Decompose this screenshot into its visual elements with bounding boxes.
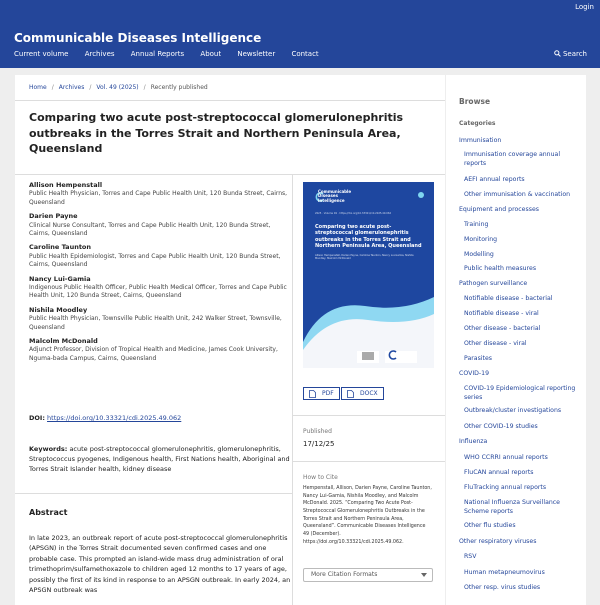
author-affiliation: Public Health Epidemiologist, Torres and Cape Public Health Unit, 120 Bunda Street, Cairns, Queensland: [29, 252, 281, 269]
more-citation-formats-dropdown[interactable]: [303, 568, 433, 582]
sidebar-subcategory-link[interactable]: Immunisation coverage annual reports: [464, 151, 561, 167]
sidebar-category-link[interactable]: Other respiratory viruses: [459, 538, 537, 545]
sidebar-subcategory-link[interactable]: Other disease - viral: [464, 340, 527, 347]
cover-dot-icon: [417, 191, 425, 199]
pdf-download-button[interactable]: [303, 387, 340, 400]
nav-newsletter[interactable]: Newsletter: [237, 50, 276, 58]
sidebar-category-link[interactable]: Immunisation: [459, 137, 502, 144]
divider: [15, 100, 445, 101]
abstract-text: In late 2023, an outbreak report of acute post-streptococcal glomerulonephritis (APSGN) in the Torres Strait documented seven confirmed cases and one probable case. This prompted an island-wide mass drug administration of oral trimethoprim/sulfamethoxazole to children aged 12 months to 17 years of age, possibly the first of its kind in response to an APSGN outbreak. In early 2024, an APSGN outbreak was: [29, 534, 291, 594]
article-content: [15, 75, 445, 605]
site-header: [0, 0, 600, 68]
docx-file-icon: [347, 390, 354, 398]
cover-authors: Allison Hempenstall, Darien Payne, Caroline Taunton, Nancy Lui-Gamia, Nishila Moodley, Malcolm McDonald: [315, 254, 414, 261]
pdf-file-icon: [309, 390, 316, 398]
author-entry: [29, 212, 289, 238]
author-affiliation: Public Health Physician, Townsville Public Health Unit, 242 Walker Street, Townsville, Queensland: [29, 315, 282, 331]
sidebar-subcategory-link[interactable]: AEFI annual reports: [464, 176, 525, 183]
author-name: Caroline Taunton: [29, 243, 92, 252]
sidebar-subcategory-link[interactable]: National Influenza Surveillance Scheme reports: [464, 499, 560, 515]
site-title[interactable]: Communicable Diseases Intelligence: [14, 31, 262, 45]
divider: [15, 493, 292, 494]
sidebar: [446, 75, 586, 605]
citation-text: Hempenstall, Allison, Darien Payne, Caroline Taunton, Nancy Lui-Gamia, Nishila Moodley, and Malcolm McDonald. 2025. “Comparing Two Acute Post-Streptococcal Glomerulonephritis Outbreaks in the Torres Strait and Northern Peninsula Area, Queensland”. Communicable Diseases Intelligence 49 (December). https://doi.org/10.33321/cdi.2025.49.062.: [303, 486, 432, 545]
doi-label: DOI:: [29, 414, 45, 422]
column-divider: [292, 174, 293, 605]
sidebar-subcategory-link[interactable]: FluTracking annual reports: [464, 484, 547, 491]
sidebar-subcategory-link[interactable]: WHO CCRRI annual reports: [464, 454, 548, 461]
doi-link[interactable]: https://doi.org/10.33321/cdi.2025.49.062: [47, 414, 182, 422]
sidebar-subcategory-link[interactable]: Notifiable disease - viral: [464, 310, 539, 317]
search-icon: [554, 50, 561, 57]
breadcrumb-current: Recently published: [150, 84, 208, 91]
cover-brand: Communicable Diseases Intelligence: [318, 189, 352, 203]
login-link[interactable]: Login: [575, 3, 594, 11]
author-entry: [29, 275, 289, 301]
breadcrumb-home[interactable]: Home: [29, 84, 47, 91]
author-entry: [29, 337, 289, 363]
breadcrumb: Home / Archives / Vol. 49 (2025) / Recently published: [29, 84, 208, 91]
nav-contact[interactable]: Contact: [291, 50, 319, 58]
author-name: Nancy Lui-Gamia: [29, 274, 91, 283]
divider: [293, 415, 445, 416]
nav-current-volume[interactable]: Current volume: [14, 50, 69, 58]
article-title: Comparing two acute post-streptococcal glomerulonephritis outbreaks in the Torres Strait and Northern Peninsula Area, Queensland: [29, 111, 404, 156]
breadcrumb-issue[interactable]: Vol. 49 (2025): [96, 84, 139, 91]
cdi-logo-icon: [388, 350, 398, 360]
sidebar-subcategory-link[interactable]: FluCAN annual reports: [464, 469, 534, 476]
sidebar-subcategory-link[interactable]: Human metapneumovirus: [464, 569, 545, 576]
browse-heading: Browse: [459, 97, 491, 106]
cover-meta: 2025 · Volume 49 · https://doi.org/10.33321/cdi.2025.49.062: [315, 212, 392, 215]
chevron-down-icon: [421, 573, 427, 577]
cover-title: Comparing two acute post-streptococcal glomerulonephritis outbreaks in the Torres Strait and Northern Peninsula Area, Queensland: [315, 224, 422, 249]
sidebar-subcategory-link[interactable]: COVID-19 Epidemiological reporting series: [464, 385, 576, 401]
published-label: Published: [303, 428, 332, 435]
pdf-label: PDF: [322, 390, 334, 397]
sidebar-category-link[interactable]: Equipment and processes: [459, 206, 539, 213]
search-label: Search: [562, 50, 587, 58]
abstract-heading: Abstract: [29, 508, 68, 517]
author-affiliation: Clinical Nurse Consultant, Torres and Cape Public Health Unit, 120 Bunda Street, Cairns, Queensland: [29, 221, 271, 238]
author-list: [29, 181, 289, 368]
breadcrumb-archives[interactable]: Archives: [58, 84, 85, 91]
main-nav: [14, 50, 333, 58]
issue-cover-image[interactable]: [303, 182, 434, 368]
sidebar-subcategory-link[interactable]: Modelling: [464, 251, 494, 258]
search-link[interactable]: [554, 50, 587, 58]
sidebar-subcategory-link[interactable]: Other resp. virus studies: [464, 584, 541, 591]
author-name: Nishila Moodley: [29, 305, 88, 314]
author-name: Malcolm McDonald: [29, 337, 98, 346]
nav-annual-reports[interactable]: Annual Reports: [130, 50, 185, 58]
more-citation-formats-label: More Citation Formats: [311, 571, 378, 578]
doi-line: [29, 414, 181, 422]
author-affiliation: Public Health Physician, Torres and Cape Public Health Unit, 120 Bunda Street, Cairns, Queensland: [29, 190, 288, 206]
nav-archives[interactable]: Archives: [84, 50, 115, 58]
author-entry: [29, 181, 289, 207]
sidebar-subcategory-link[interactable]: Public health measures: [464, 265, 537, 272]
categories-heading: Categories: [459, 120, 496, 127]
keywords: [29, 444, 291, 474]
sidebar-subcategory-link[interactable]: Outbreak/cluster investigations: [464, 407, 562, 414]
author-name: Allison Hempenstall: [29, 181, 103, 189]
author-affiliation: Adjunct Professor, Division of Tropical Health and Medicine, James Cook University, Nguma-bada Campus, Cairns, Queensland: [29, 346, 278, 362]
keywords-text: acute post-streptococcal glomerulonephritis, glomerulonephritis, Streptococcus pyogenes, Indigenous health, First Nations health, Aboriginal and Torres Strait Islander health, kidney disease: [29, 445, 290, 474]
author-affiliation: Indigenous Public Health Officer, Public Health Medical Officer, Torres and Cape Public Health Unit, 120 Bunda Street, Cairns, Queensland: [29, 284, 287, 300]
nav-about[interactable]: About: [200, 50, 222, 58]
sidebar-category-link[interactable]: COVID-19: [459, 370, 490, 377]
sidebar-subcategory-link[interactable]: Training: [464, 221, 489, 228]
sidebar-category-link[interactable]: Influenza: [459, 438, 488, 445]
author-entry: [29, 306, 289, 332]
author-entry: [29, 243, 289, 269]
sidebar-subcategory-link[interactable]: Parasites: [464, 355, 492, 362]
author-name: Darien Payne: [29, 212, 78, 221]
sidebar-subcategory-link[interactable]: Other disease - bacterial: [464, 325, 541, 332]
sidebar-subcategory-link[interactable]: Other immunisation & vaccination: [464, 191, 571, 198]
sidebar-category-link[interactable]: Pathogen surveillance: [459, 280, 528, 287]
sidebar-subcategory-link[interactable]: Monitoring: [464, 236, 498, 243]
docx-label: DOCX: [360, 390, 378, 397]
sidebar-subcategory-link[interactable]: RSV: [464, 553, 477, 560]
sidebar-subcategory-link[interactable]: Notifiable disease - bacterial: [464, 295, 553, 302]
published-date: 17/12/25: [303, 440, 335, 448]
how-to-cite-label: How to Cite: [303, 474, 338, 481]
government-crest-icon: [361, 350, 375, 362]
keywords-label: Keywords:: [29, 445, 68, 453]
sidebar-subcategory-link[interactable]: Other COVID-19 studies: [464, 423, 538, 430]
sidebar-subcategory-link[interactable]: Other flu studies: [464, 522, 516, 529]
docx-download-button[interactable]: [341, 387, 384, 400]
divider: [15, 174, 445, 175]
divider: [293, 461, 445, 462]
